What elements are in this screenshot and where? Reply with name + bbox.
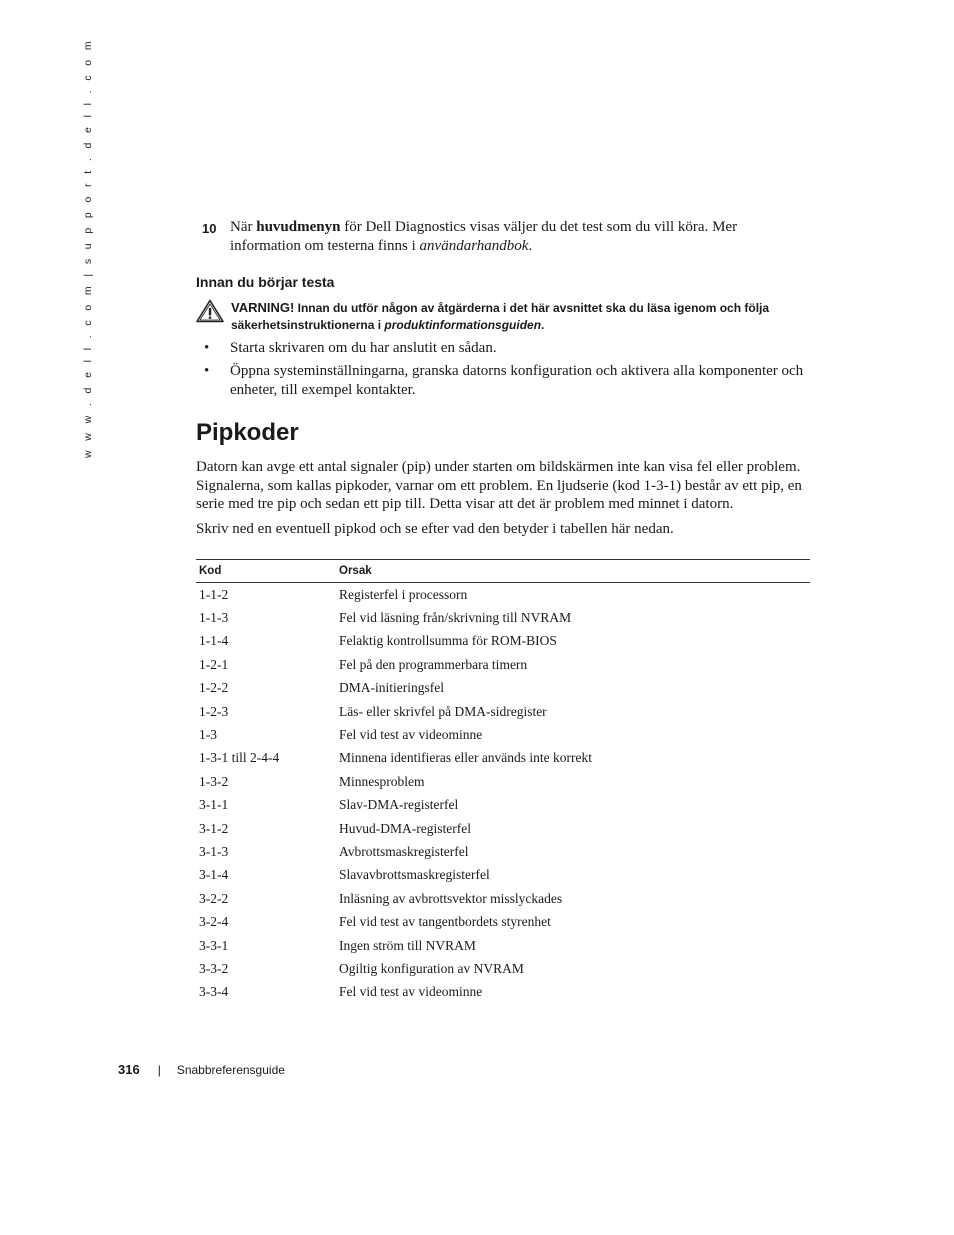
page-content bbox=[196, 218, 810, 1004]
page-number: 316 bbox=[118, 1062, 140, 1077]
table-header-row bbox=[196, 560, 810, 583]
table-row: 1-3-1 till 2-4-4 Minnena identifieras eller används inte korrekt bbox=[199, 750, 593, 766]
prep-list bbox=[196, 339, 810, 400]
beep-code-table bbox=[196, 559, 810, 1004]
table-row: 3-1-4 Slavavbrottsmaskregisterfel bbox=[199, 867, 490, 883]
table-row: 3-3-1 Ingen ström till NVRAM bbox=[199, 937, 476, 953]
footer-label: Snabbreferensguide bbox=[176, 1063, 285, 1077]
section-title: Pipkoder bbox=[196, 419, 299, 446]
warning-box bbox=[196, 299, 810, 334]
column-header-cause: Orsak bbox=[336, 560, 810, 583]
table-row: 3-3-2 Ogiltig konfiguration av NVRAM bbox=[199, 960, 524, 976]
intro-paragraph: Datorn kan avge ett antal signaler (pip) under starten om bildskärmen inte kan visa fel eller problem. Signalerna, som kallas pipkoder, varnar om ett problem. En ljudserie (kod 1-3-1) består av ett pip, en serie med tre pip och sedan ett pip till. Detta visar att det är problem med minnet i datorn. bbox=[196, 459, 802, 512]
table-row: 1-2-3 Läs- eller skrivfel på DMA-sidregister bbox=[199, 703, 547, 719]
step-italic-ref: användarhandbok bbox=[419, 238, 529, 254]
warning-italic-ref: produktinformationsguiden bbox=[384, 318, 542, 332]
side-url: w w w . d e l l . c o m | s u p p o r t . d e l l . c o m bbox=[82, 37, 94, 458]
table-row: 3-1-2 Huvud-DMA-registerfel bbox=[199, 820, 471, 836]
warning-title: VARNING! bbox=[231, 300, 295, 315]
table-row: 1-3 Fel vid test av videominne bbox=[199, 727, 483, 743]
warning-text: Innan du utför någon av åtgärderna i det här avsnittet ska du läsa igenom och följa säkerhetsinstruktionerna i bbox=[231, 301, 770, 332]
step-text-before: När bbox=[230, 219, 257, 235]
table-row: 1-1-2 Registerfel i processorn bbox=[199, 586, 468, 602]
bullet-icon: • bbox=[204, 340, 210, 356]
table-row: 1-2-1 Fel på den programmerbara timern bbox=[199, 656, 528, 672]
table-row: 1-2-2 DMA-initieringsfel bbox=[199, 680, 444, 696]
step-text-middle: för Dell Diagnostics visas väljer du det test som du vill köra. Mer information om testerna finns i bbox=[230, 219, 738, 254]
list-item: • Starta skrivaren om du har anslutit en sådan. bbox=[204, 340, 497, 356]
list-item: • Öppna systeminställningarna, granska datorns konfiguration och aktivera alla komponenter och enheter, till exempel kontakter. bbox=[204, 363, 804, 398]
table-row: 1-1-3 Fel vid läsning från/skrivning till NVRAM bbox=[199, 610, 572, 626]
step-10 bbox=[196, 218, 810, 256]
table-row: 3-1-1 Slav-DMA-registerfel bbox=[199, 797, 459, 813]
step-text-after: . bbox=[528, 238, 533, 254]
page-footer bbox=[118, 1062, 285, 1077]
table-row: 1-1-4 Felaktig kontrollsumma för ROM-BIOS bbox=[199, 633, 557, 649]
step-bold-term: huvudmenyn bbox=[256, 219, 341, 235]
instruction-paragraph: Skriv ned en eventuell pipkod och se efter vad den betyder i tabellen här nedan. bbox=[196, 520, 674, 537]
table-row: 3-2-2 Inläsning av avbrottsvektor misslyckades bbox=[199, 890, 563, 906]
table-row: 1-3-2 Minnesproblem bbox=[199, 773, 425, 789]
table-row: 3-1-3 Avbrottsmaskregisterfel bbox=[199, 843, 469, 859]
footer-separator: | bbox=[157, 1063, 161, 1077]
bullet-icon: • bbox=[204, 363, 210, 379]
table-row: 3-3-4 Fel vid test av videominne bbox=[199, 984, 483, 1000]
warning-triangle-icon bbox=[196, 299, 224, 323]
warning-end: . bbox=[541, 318, 545, 332]
column-header-code: Kod bbox=[196, 560, 336, 583]
subheading: Innan du börjar testa bbox=[196, 274, 335, 290]
step-number: 10 bbox=[202, 221, 217, 236]
table-row: 3-2-4 Fel vid test av tangentbordets styrenhet bbox=[199, 914, 551, 930]
